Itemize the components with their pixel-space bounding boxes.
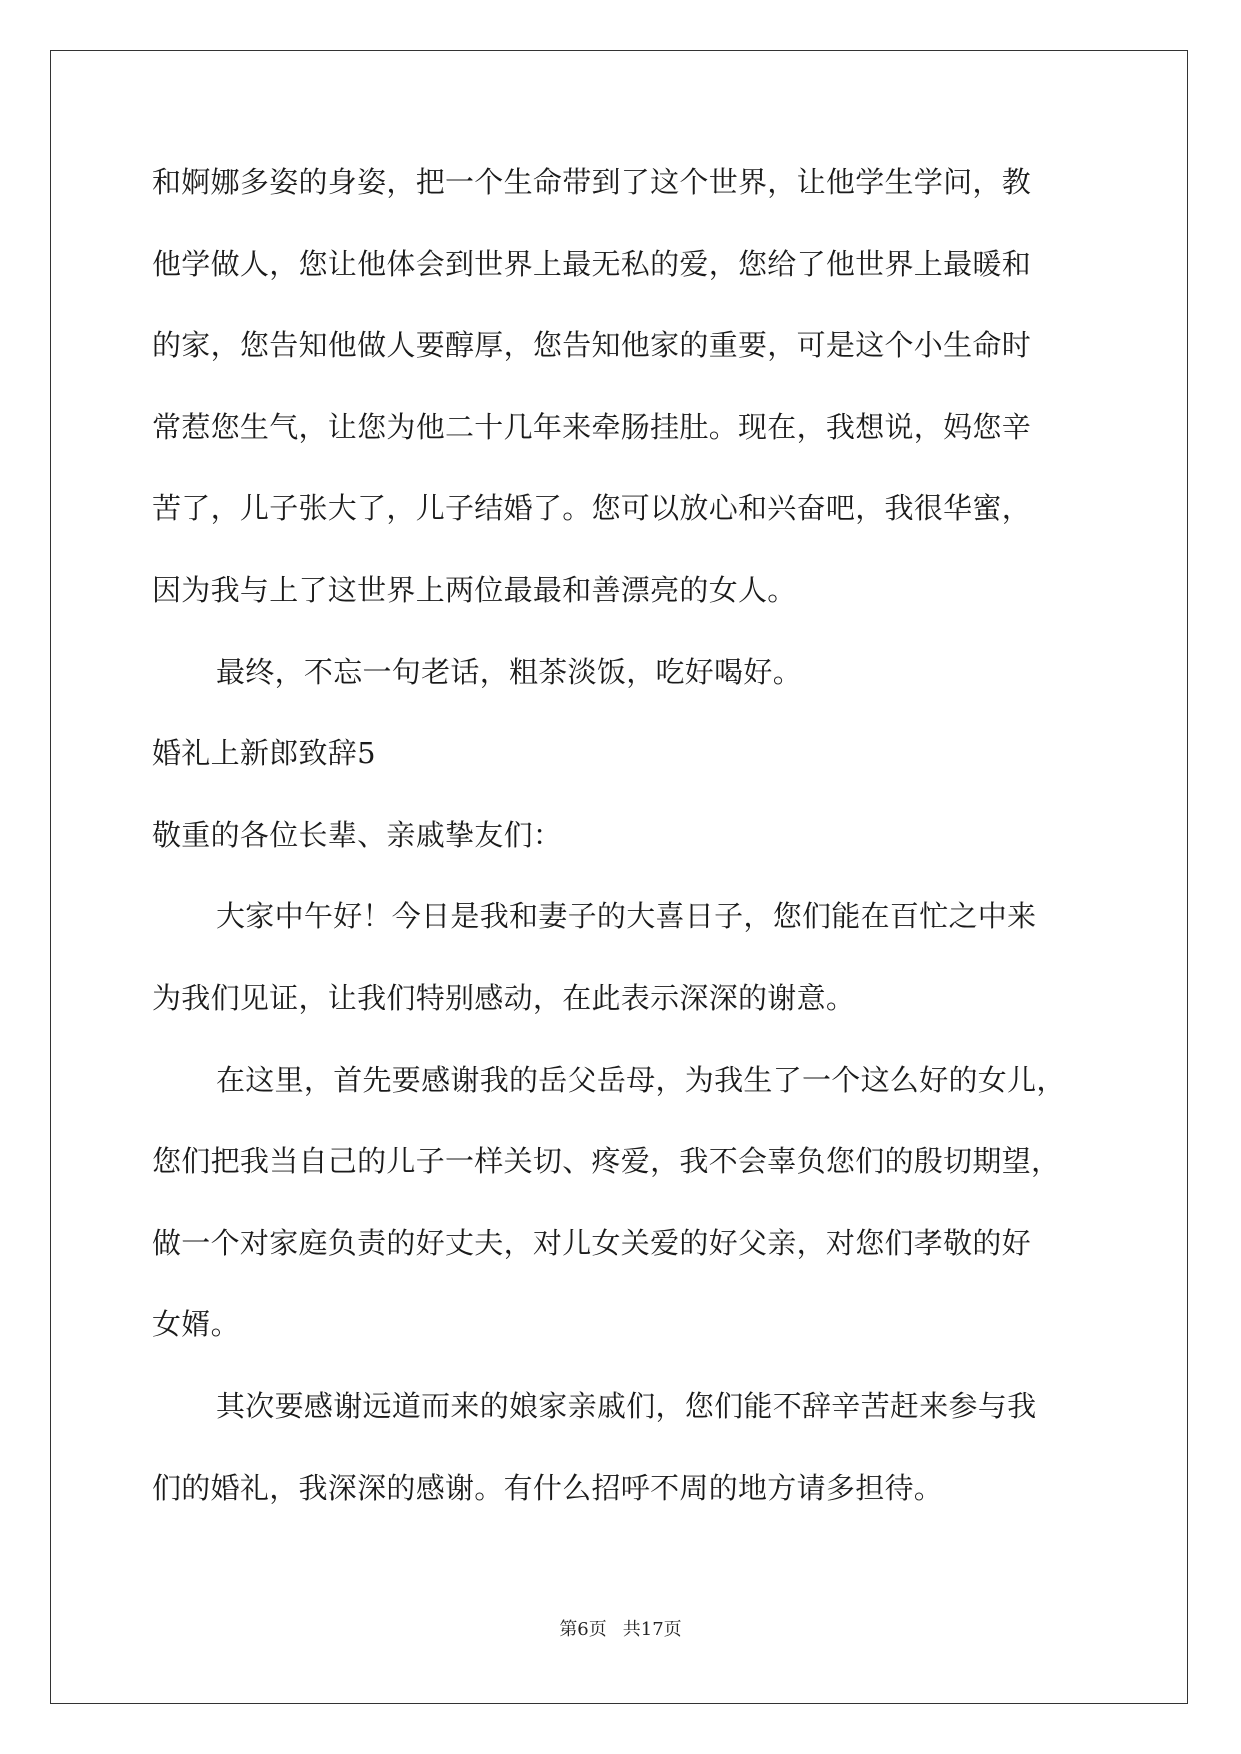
section-heading: 婚礼上新郎致辞5 — [152, 736, 376, 771]
text-line: 常惹您生气，让您为他二十几年来牵肠挂肚。现在，我想说，妈您辛 — [152, 409, 1032, 444]
text-line: 苦了，儿子张大了，儿子结婚了。您可以放心和兴奋吧，我很华蜜， — [152, 491, 1032, 526]
text-line: 在这里，首先要感谢我的岳父岳母，为我生了一个这么好的女儿， — [216, 1062, 1066, 1097]
text-line: 做一个对家庭负责的好丈夫，对儿女关爱的好父亲，对您们孝敬的好 — [152, 1225, 1032, 1260]
text-line: 为我们见证，让我们特别感动，在此表示深深的谢意。 — [152, 980, 856, 1015]
text-line: 他学做人，您让他体会到世界上最无私的爱，您给了他世界上最暖和 — [152, 246, 1032, 281]
page-number: 第6页 — [559, 1619, 607, 1640]
text-line: 您们把我当自己的儿子一样关切、疼爱，我不会辜负您们的殷切期望， — [152, 1144, 1061, 1179]
text-line: 大家中午好！今日是我和妻子的大喜日子，您们能在百忙之中来 — [216, 899, 1037, 934]
page-total: 共17页 — [622, 1619, 682, 1640]
document-body — [152, 162, 1098, 1549]
text-line: 和婀娜多姿的身姿，把一个生命带到了这个世界，让他学生学问，教 — [152, 165, 1032, 199]
text-line: 女婿。 — [152, 1307, 240, 1342]
page-footer — [0, 1618, 1241, 1642]
text-line: 最终，不忘一句老话，粗茶淡饭，吃好喝好。 — [216, 654, 803, 689]
salutation: 敬重的各位长辈、亲戚挚友们： — [152, 817, 563, 852]
text-line: 因为我与上了这世界上两位最最和善漂亮的女人。 — [152, 572, 797, 607]
text-line: 其次要感谢远道而来的娘家亲戚们，您们能不辞辛苦赶来参与我 — [216, 1388, 1037, 1423]
text-line: 们的婚礼，我深深的感谢。有什么招呼不周的地方请多担待。 — [152, 1470, 944, 1505]
text-line: 的家，您告知他做人要醇厚，您告知他家的重要，可是这个小生命时 — [152, 328, 1032, 363]
